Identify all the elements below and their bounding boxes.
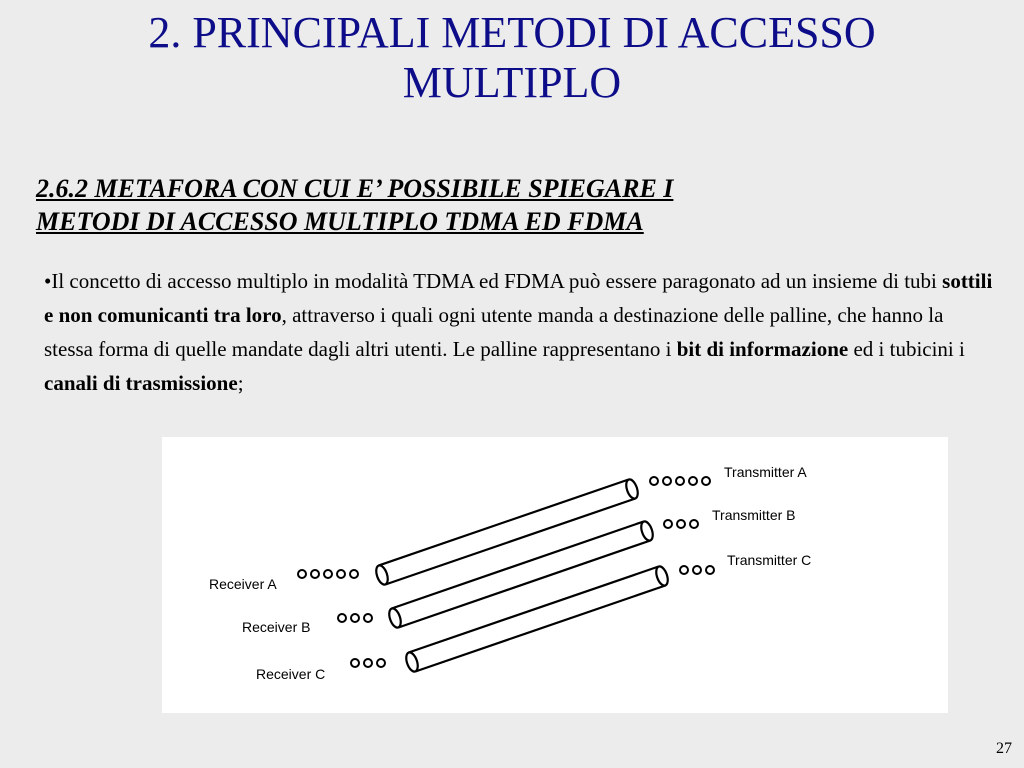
body-bold-bits: bit di informazione: [676, 337, 849, 361]
receiver-c-label: Receiver C: [256, 666, 326, 682]
body-text-part1: •Il concetto di accesso multiplo in modalità TDMA ed FDMA può essere paragonato ad un insieme di tubi: [44, 269, 943, 293]
body-text-part3: ed i tubicini i: [848, 337, 965, 361]
transmitter-b-label: Transmitter B: [712, 507, 796, 523]
section-subtitle-line2: METODI DI ACCESSO MULTIPLO TDMA ED FDMA: [36, 207, 644, 236]
transmitter-a-label: Transmitter A: [724, 464, 807, 480]
tubes-metaphor-figure: [162, 437, 948, 713]
body-text-part4: ;: [237, 371, 244, 395]
body-text-part2: , attraverso i quali ogni utente manda a destinazione delle palline, che hanno la stessa forma di quelle mandate dagli altri utenti. Le palline rappresentano i: [44, 303, 944, 361]
page-number: 27: [996, 740, 1012, 757]
slide-title-line2: MULTIPLO: [402, 58, 622, 107]
transmitter-c-label: Transmitter C: [727, 552, 812, 568]
tube-c: [404, 565, 670, 673]
body-paragraph: [44, 264, 994, 400]
transmitter-b-balls: [664, 520, 698, 528]
receiver-a-balls: [298, 570, 358, 578]
receiver-b-label: Receiver B: [242, 619, 311, 635]
transmitter-a-balls: [650, 477, 710, 485]
slide-title-line1: 2. PRINCIPALI METODI DI ACCESSO: [148, 8, 876, 57]
slide-title: [0, 8, 1024, 108]
transmitter-c-balls: [680, 566, 714, 574]
receiver-b-balls: [338, 614, 372, 622]
section-subtitle: [36, 172, 936, 238]
tubes-diagram: [162, 437, 948, 713]
body-bold-tubes: sottili e non comunicanti tra loro: [44, 269, 993, 327]
receiver-c-balls: [351, 659, 385, 667]
body-bold-channels: canali di trasmissione: [44, 371, 238, 395]
receiver-a-label: Receiver A: [209, 576, 277, 592]
section-subtitle-line1: 2.6.2 METAFORA CON CUI E’ POSSIBILE SPIEGARE I: [36, 174, 674, 203]
